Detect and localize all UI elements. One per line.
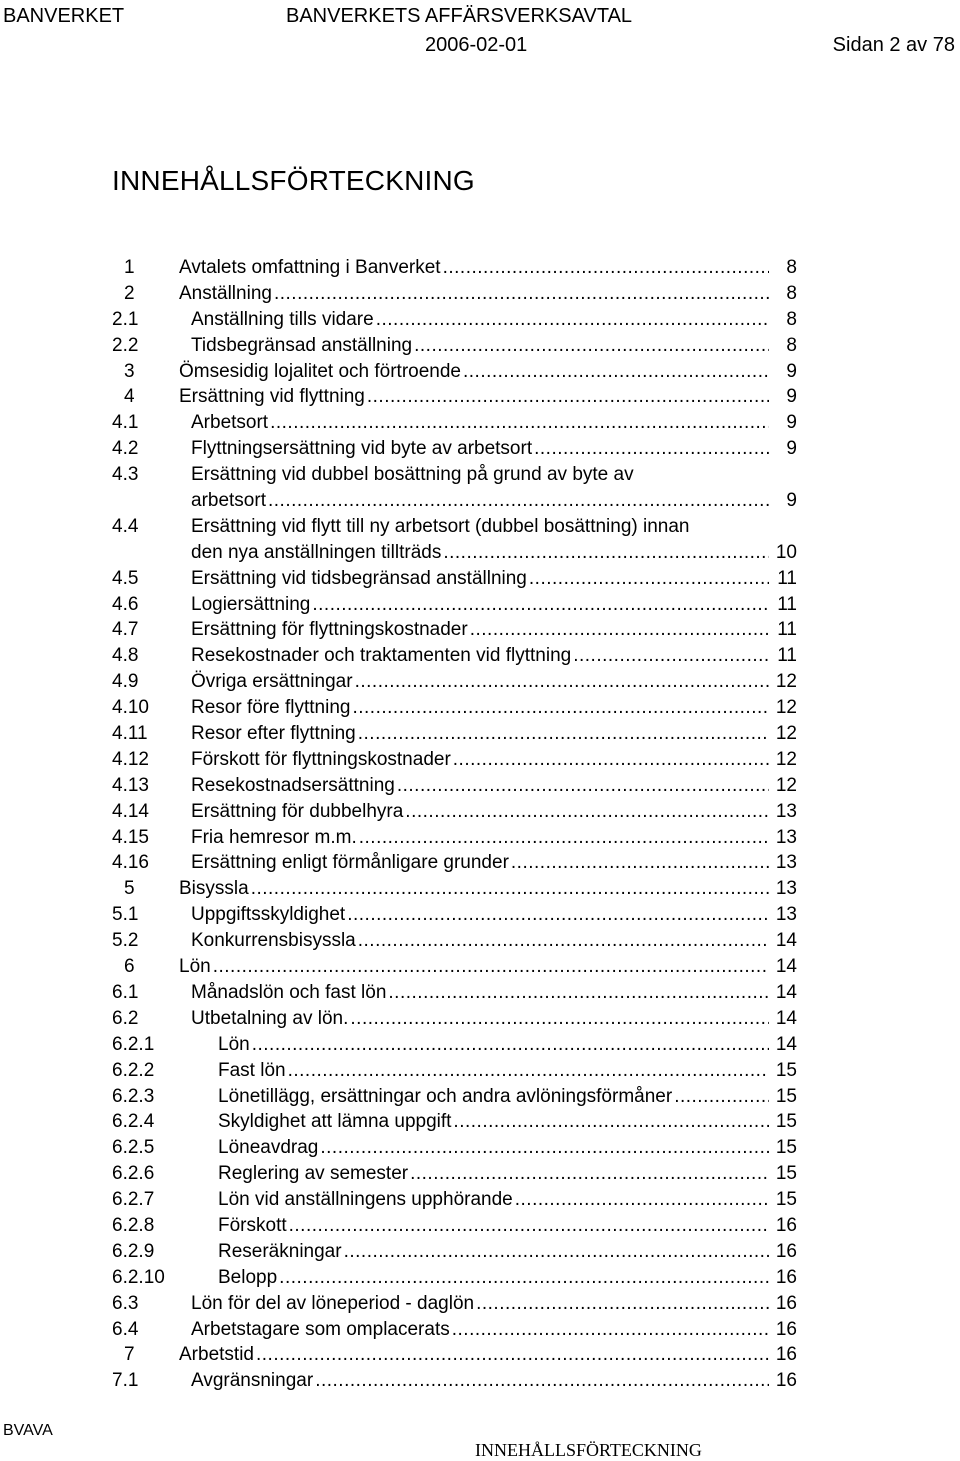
- toc-leader-dots: [270, 410, 769, 436]
- toc-entry-page: 10: [775, 541, 797, 563]
- toc-leader-dots: [289, 1213, 769, 1239]
- toc-entry-page: 13: [775, 878, 797, 900]
- toc-leader-dots: [358, 928, 769, 954]
- toc-entry-page: 13: [775, 800, 797, 822]
- toc-entry-title: Lön: [218, 1032, 252, 1058]
- toc-entry[interactable]: [112, 721, 797, 747]
- toc-entry-page: 12: [775, 697, 797, 719]
- toc-entry-page: 16: [775, 1292, 797, 1314]
- toc-entry-title: Ersättning för dubbelhyra: [191, 799, 405, 825]
- toc-entry-title: Uppgiftsskyldighet: [191, 902, 347, 928]
- toc-entry-title: Arbetstid: [179, 1342, 256, 1368]
- toc-entry-title: Bisyssla: [179, 876, 251, 902]
- toc-entry[interactable]: [112, 1187, 797, 1213]
- toc-entry-title: Ersättning enligt förmånligare grunder: [191, 850, 511, 876]
- toc-entry-page: 16: [775, 1318, 797, 1340]
- toc-leader-dots: [388, 980, 769, 1006]
- toc-entry-number: 6.2.2: [112, 1059, 155, 1081]
- toc-entry-number: 6.2.7: [112, 1189, 155, 1211]
- toc-entry[interactable]: [112, 1239, 797, 1265]
- toc-entry-title: Logiersättning: [191, 592, 312, 618]
- toc-entry-title: Arbetstagare som omplacerats: [191, 1317, 452, 1343]
- toc-entry-number: 4.3: [112, 464, 139, 486]
- toc-leader-dots: [320, 1135, 769, 1161]
- toc-entry-page: 14: [775, 1007, 797, 1029]
- toc-entry-number: 5.2: [112, 930, 139, 952]
- footer-left: BVAVA: [3, 1422, 53, 1439]
- toc-entry-page: 9: [786, 412, 797, 434]
- toc-entry[interactable]: [112, 1058, 797, 1084]
- toc-entry-page: 13: [775, 904, 797, 926]
- toc-entry-title: Ersättning vid dubbel bosättning på grund av byte av: [191, 462, 636, 488]
- toc-entry[interactable]: [112, 307, 797, 333]
- toc-entry-title: Fast lön: [218, 1058, 288, 1084]
- toc-entry-title: Avtalets omfattning i Banverket: [179, 255, 443, 281]
- toc-leader-dots: [453, 1109, 769, 1135]
- toc-entry-page: 15: [775, 1111, 797, 1133]
- toc-entry[interactable]: [112, 1032, 797, 1058]
- toc-leader-dots: [453, 747, 769, 773]
- toc-entry-title: Reseräkningar: [218, 1239, 344, 1265]
- toc-entry[interactable]: [112, 359, 797, 385]
- toc-entry[interactable]: [112, 902, 797, 928]
- toc-entry[interactable]: [112, 773, 797, 799]
- toc-entry-page: 8: [786, 282, 797, 304]
- toc-entry-title: Reglering av semester: [218, 1161, 410, 1187]
- toc-entry-number: 4.5: [112, 567, 139, 589]
- toc-entry-page: 15: [775, 1137, 797, 1159]
- toc-entry-page: 15: [775, 1085, 797, 1107]
- toc-entry[interactable]: [112, 643, 797, 669]
- toc-entry[interactable]: [112, 1342, 797, 1368]
- toc-entry-page: 8: [786, 257, 797, 278]
- toc-entry-number: 4.14: [112, 800, 149, 822]
- toc-entry-number: 6.2.1: [112, 1033, 155, 1055]
- toc-leader-dots: [376, 307, 769, 333]
- toc-leader-dots: [344, 1239, 769, 1265]
- toc-leader-dots: [355, 669, 769, 695]
- toc-entry[interactable]: [112, 1368, 797, 1394]
- toc-entry-number: 4: [124, 386, 135, 408]
- toc-entry[interactable]: [112, 747, 797, 773]
- toc-entry-title: Anställning: [179, 281, 274, 307]
- toc-leader-dots: [511, 850, 769, 876]
- toc-entry-title: Ersättning vid flytt till ny arbetsort (dubbel bosättning) innan: [191, 514, 692, 540]
- toc-leader-dots: [256, 1342, 769, 1368]
- toc-entry-title: Ersättning för flyttningskostnader: [191, 617, 470, 643]
- toc-entry[interactable]: [112, 1084, 797, 1110]
- toc-entry-number: 6: [124, 956, 135, 978]
- toc-entry-title: Arbetsort: [191, 410, 270, 436]
- toc-entry-number: 7: [124, 1344, 135, 1366]
- toc-leader-dots: [268, 488, 769, 514]
- toc-entry[interactable]: [112, 281, 797, 307]
- toc-entry-title: Flyttningsersättning vid byte av arbetsort: [191, 436, 534, 462]
- toc-leader-dots: [359, 825, 769, 851]
- toc-entry-page: 12: [775, 723, 797, 745]
- toc-entry-number: 4.15: [112, 826, 149, 848]
- toc-entry-page: 16: [775, 1266, 797, 1288]
- toc-entry-title: arbetsort: [191, 488, 268, 514]
- toc-leader-dots: [315, 1368, 769, 1394]
- toc-leader-dots: [573, 643, 769, 669]
- toc-entry-page: 9: [786, 438, 797, 460]
- toc-entry-title: Lön för del av löneperiod - daglön: [191, 1291, 476, 1317]
- toc-leader-dots: [397, 773, 769, 799]
- toc-entry-number: 2: [124, 282, 135, 304]
- toc-entry-title: Resekostnader och traktamenten vid flyttning: [191, 643, 573, 669]
- toc-entry[interactable]: [112, 540, 797, 566]
- toc-leader-dots: [274, 281, 769, 307]
- toc-entry-number: 4.4: [112, 515, 139, 537]
- toc-leader-dots: [312, 592, 769, 618]
- toc-entry[interactable]: [112, 255, 797, 281]
- toc-leader-dots: [476, 1291, 769, 1317]
- toc-entry-title: Anställning tills vidare: [191, 307, 376, 333]
- toc-leader-dots: [251, 876, 769, 902]
- toc-leader-dots: [352, 695, 769, 721]
- toc-entry[interactable]: [112, 410, 797, 436]
- toc-entry-page: 12: [775, 671, 797, 693]
- toc-entry-page: 15: [775, 1059, 797, 1081]
- toc-entry-number: 2.2: [112, 334, 139, 356]
- toc-entry-page: 14: [775, 930, 797, 952]
- toc-entry-title: Ersättning vid flyttning: [179, 384, 367, 410]
- toc-entry[interactable]: [112, 566, 797, 592]
- toc-entry[interactable]: [112, 825, 797, 851]
- toc-entry-page: 8: [786, 334, 797, 356]
- toc-entry[interactable]: [112, 488, 797, 514]
- toc-entry-number: 4.8: [112, 645, 139, 667]
- toc-entry-number: 4.1: [112, 412, 139, 434]
- toc-entry[interactable]: [112, 850, 797, 876]
- page-header: [0, 3, 960, 63]
- toc-entry-title: Förskott för flyttningskostnader: [191, 747, 453, 773]
- toc-entry-title: Löneavdrag: [218, 1135, 320, 1161]
- toc-entry-title: Fria hemresor m.m.: [191, 825, 359, 851]
- toc-entry-title: Resor efter flyttning: [191, 721, 358, 747]
- toc-entry-title: Övriga ersättningar: [191, 669, 355, 695]
- toc-entry-number: 4.16: [112, 852, 149, 874]
- toc-entry-page: 11: [777, 645, 797, 667]
- toc-entry-page: 12: [775, 774, 797, 796]
- toc-entry-title: Belopp: [218, 1265, 279, 1291]
- toc-entry-title: Lön vid anställningens upphörande: [218, 1187, 515, 1213]
- toc-heading: INNEHÅLLSFÖRTECKNING: [112, 165, 475, 196]
- toc-leader-dots: [367, 384, 769, 410]
- toc-entry[interactable]: [112, 514, 797, 540]
- toc-entry-page: 11: [777, 593, 797, 615]
- toc-leader-dots: [515, 1187, 769, 1213]
- toc-entry-title: Resekostnadsersättning: [191, 773, 397, 799]
- toc-entry-title: Resor före flyttning: [191, 695, 352, 721]
- toc-entry-page: 12: [775, 748, 797, 770]
- toc-entry-title: Ömsesidig lojalitet och förtroende: [179, 359, 463, 385]
- footer-center: INNEHÅLLSFÖRTECKNING: [475, 1440, 702, 1460]
- toc-entry[interactable]: [112, 980, 797, 1006]
- toc-leader-dots: [443, 255, 769, 281]
- toc-entry[interactable]: [112, 436, 797, 462]
- toc-entry[interactable]: [112, 462, 797, 488]
- toc-entry-page: 13: [775, 826, 797, 848]
- toc-entry-page: 15: [775, 1163, 797, 1185]
- toc-entry-page: 14: [775, 956, 797, 978]
- toc-entry-title: Förskott: [218, 1213, 289, 1239]
- toc-entry-title: Konkurrensbisyssla: [191, 928, 358, 954]
- toc-entry-page: 16: [775, 1214, 797, 1236]
- toc-entry[interactable]: [112, 799, 797, 825]
- toc-leader-dots: [347, 902, 769, 928]
- toc-leader-dots: [534, 436, 769, 462]
- toc-entry[interactable]: [112, 1161, 797, 1187]
- toc-entry-number: 2.1: [112, 308, 139, 330]
- toc-entry-number: 4.7: [112, 619, 139, 641]
- toc-entry-title: Månadslön och fast lön: [191, 980, 388, 1006]
- toc-entry-number: 6.2.5: [112, 1137, 155, 1159]
- toc-entry-page: 9: [786, 360, 797, 382]
- toc-leader-dots: [443, 540, 769, 566]
- toc-entry-number: 4.10: [112, 697, 149, 719]
- toc-leader-dots: [279, 1265, 769, 1291]
- toc-entry-title: den nya anställningen tillträds: [191, 540, 443, 566]
- toc-leader-dots: [410, 1161, 769, 1187]
- toc-entry-page: 8: [786, 308, 797, 330]
- toc-entry-number: 3: [124, 360, 135, 382]
- toc-leader-dots: [414, 333, 769, 359]
- toc-entry[interactable]: [112, 617, 797, 643]
- table-of-contents: [112, 255, 797, 1394]
- toc-leader-dots: [350, 1006, 769, 1032]
- toc-leader-dots: [470, 617, 769, 643]
- toc-entry-number: 6.1: [112, 981, 139, 1003]
- toc-entry-number: 6.2.6: [112, 1163, 155, 1185]
- toc-leader-dots: [674, 1084, 769, 1110]
- toc-entry-number: 4.6: [112, 593, 139, 615]
- toc-entry-number: 1: [124, 257, 135, 278]
- toc-entry-number: 5: [124, 878, 135, 900]
- toc-entry[interactable]: [112, 1135, 797, 1161]
- toc-leader-dots: [358, 721, 769, 747]
- toc-leader-dots: [252, 1032, 769, 1058]
- toc-entry-page: 9: [786, 386, 797, 408]
- toc-entry[interactable]: [112, 592, 797, 618]
- toc-entry[interactable]: [112, 669, 797, 695]
- toc-entry-number: 6.4: [112, 1318, 139, 1340]
- toc-entry-number: 6.2.8: [112, 1214, 155, 1236]
- toc-leader-dots: [529, 566, 769, 592]
- toc-entry-title: Skyldighet att lämna uppgift: [218, 1109, 453, 1135]
- toc-entry-page: 16: [775, 1344, 797, 1366]
- toc-entry[interactable]: [112, 1265, 797, 1291]
- toc-entry-page: 14: [775, 1033, 797, 1055]
- toc-leader-dots: [463, 359, 769, 385]
- toc-entry-title: Utbetalning av lön.: [191, 1006, 350, 1032]
- toc-entry-number: 6.3: [112, 1292, 139, 1314]
- toc-leader-dots: [213, 954, 769, 980]
- toc-leader-dots: [288, 1058, 769, 1084]
- toc-entry-page: 14: [775, 981, 797, 1003]
- toc-entry-page: 16: [775, 1370, 797, 1392]
- toc-entry-number: 6.2.10: [112, 1266, 165, 1288]
- toc-entry-page: 15: [775, 1189, 797, 1211]
- toc-entry-number: 4.13: [112, 774, 149, 796]
- toc-entry-number: 5.1: [112, 904, 139, 926]
- header-page-number: Sidan 2 av 78: [832, 34, 955, 56]
- toc-entry-page: 11: [777, 567, 797, 589]
- toc-entry-number: 6.2.4: [112, 1111, 155, 1133]
- toc-entry[interactable]: [112, 1291, 797, 1317]
- toc-entry[interactable]: [112, 1317, 797, 1343]
- toc-entry-number: 6.2: [112, 1007, 139, 1029]
- toc-entry-number: 6.2.9: [112, 1240, 155, 1262]
- toc-entry[interactable]: [112, 384, 797, 410]
- toc-entry-number: 4.12: [112, 748, 149, 770]
- toc-entry[interactable]: [112, 876, 797, 902]
- toc-entry-page: 9: [786, 490, 797, 512]
- toc-entry[interactable]: [112, 1006, 797, 1032]
- toc-entry-title: Avgränsningar: [191, 1368, 315, 1394]
- toc-entry-title: Lönetillägg, ersättningar och andra avlöningsförmåner: [218, 1084, 674, 1110]
- toc-entry-title: Ersättning vid tidsbegränsad anställning: [191, 566, 529, 592]
- toc-entry-number: 7.1: [112, 1370, 139, 1392]
- toc-entry-number: 4.11: [112, 723, 148, 745]
- toc-leader-dots: [405, 799, 769, 825]
- toc-entry[interactable]: [112, 928, 797, 954]
- toc-entry-number: 4.9: [112, 671, 139, 693]
- header-document-title: BANVERKETS AFFÄRSVERKSAVTAL: [286, 5, 633, 27]
- toc-entry[interactable]: [112, 333, 797, 359]
- toc-entry-number: 6.2.3: [112, 1085, 155, 1107]
- toc-entry-page: 11: [777, 619, 797, 641]
- header-date: 2006-02-01: [425, 34, 528, 56]
- toc-entry[interactable]: [112, 695, 797, 721]
- header-org: BANVERKET: [3, 5, 125, 27]
- toc-entry[interactable]: [112, 1109, 797, 1135]
- toc-entry-number: 4.2: [112, 438, 139, 460]
- toc-leader-dots: [452, 1317, 769, 1343]
- toc-entry-title: Tidsbegränsad anställning: [191, 333, 414, 359]
- toc-entry-page: 16: [775, 1240, 797, 1262]
- toc-entry[interactable]: [112, 954, 797, 980]
- toc-entry-title: Lön: [179, 954, 213, 980]
- toc-entry-page: 13: [775, 852, 797, 874]
- toc-entry[interactable]: [112, 1213, 797, 1239]
